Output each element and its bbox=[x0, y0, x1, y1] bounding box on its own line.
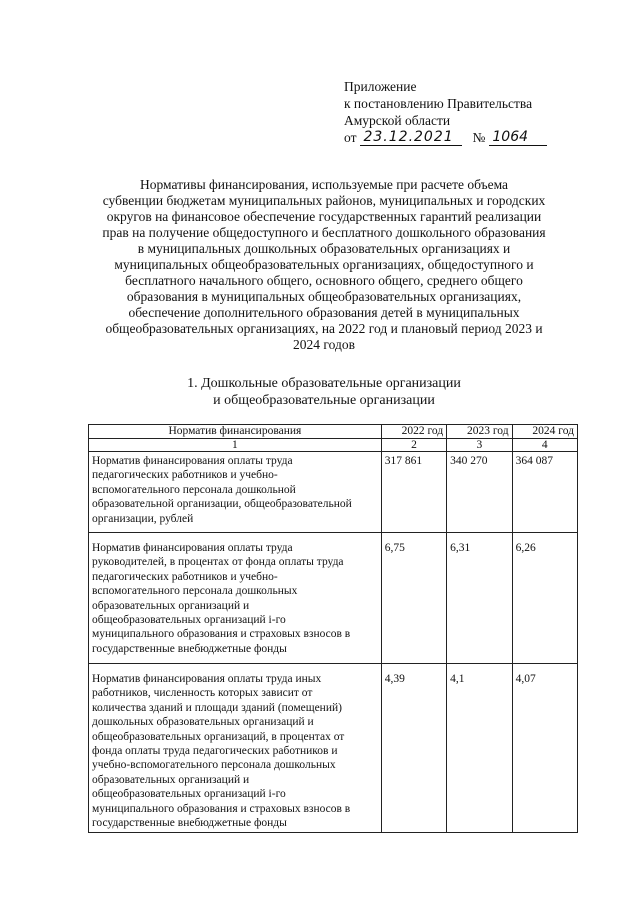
table-row bbox=[89, 664, 578, 833]
norm-line: муниципального образования и страховых взносов в bbox=[92, 628, 351, 641]
header-2023: 2023 год bbox=[447, 425, 512, 439]
norm-line: Норматив финансирования оплаты труда bbox=[92, 455, 293, 467]
table-column-numbers-row bbox=[89, 439, 578, 452]
norm-line: фонда оплаты труда педагогических работников и bbox=[92, 745, 338, 758]
value-2024: 4,07 bbox=[512, 664, 577, 833]
value-2024: 6,26 bbox=[512, 533, 577, 664]
norm-line: дошкольных образовательных организаций и bbox=[92, 716, 314, 729]
norm-line: образовательных организаций и bbox=[92, 599, 250, 612]
column-number: 3 bbox=[447, 439, 512, 452]
document-title bbox=[84, 177, 564, 353]
table-row bbox=[89, 452, 578, 533]
title-line: субвенции бюджетам муниципальных районов, муниципальных и городских bbox=[102, 193, 546, 208]
title-line: в муниципальных дошкольных образовательных организациях и bbox=[137, 241, 511, 256]
norm-line: Норматив финансирования оплаты труда bbox=[92, 542, 293, 554]
column-number: 1 bbox=[89, 439, 382, 452]
norm-description bbox=[89, 664, 382, 833]
norm-line: организации, рублей bbox=[92, 512, 194, 525]
title-line: прав на получение общедоступного и бесплатного дошкольного образования bbox=[102, 225, 546, 240]
header-2024: 2024 год bbox=[512, 425, 577, 439]
norm-line: количества зданий и площади зданий (помещений) bbox=[92, 701, 342, 714]
title-line: Нормативы финансирования, используемые при расчете объема bbox=[139, 177, 509, 192]
title-line: округов на финансовое обеспечение государственных гарантий реализации bbox=[106, 209, 542, 224]
norm-line: педагогических работников и учебно- bbox=[92, 570, 278, 583]
value-2022: 6,75 bbox=[381, 533, 446, 664]
section-heading-line: и общеобразовательные организации bbox=[213, 393, 435, 408]
title-line: 2024 годов bbox=[293, 337, 355, 352]
norm-line: муниципального образования и страховых взносов в bbox=[92, 802, 351, 815]
norm-line: государственные внебюджетные фонды bbox=[92, 642, 287, 655]
norm-line: работников, численность которых зависит от bbox=[92, 687, 313, 700]
value-2022: 317 861 bbox=[381, 452, 446, 533]
norm-line: руководителей, в процентах от фонда оплаты труда bbox=[92, 556, 344, 569]
norm-line: общеобразовательных организаций, в процентах от bbox=[92, 730, 345, 743]
norm-line: педагогических работников и учебно- bbox=[92, 469, 278, 482]
norm-line: образовательных организаций и bbox=[92, 773, 250, 786]
title-line: обеспечение дополнительного образования детей в муниципальных bbox=[128, 305, 520, 320]
title-line: муниципальных общеобразовательных организациях, общедоступного и bbox=[114, 257, 534, 272]
norm-description bbox=[89, 533, 382, 664]
appendix-block bbox=[344, 78, 551, 146]
table-row bbox=[89, 533, 578, 664]
norm-description bbox=[89, 452, 382, 533]
table-header-row bbox=[89, 425, 578, 439]
handwritten-date: 23.12.2021 bbox=[360, 130, 462, 146]
from-label: от bbox=[344, 130, 357, 145]
title-line: бесплатного начального общего, основного общего, среднего общего bbox=[125, 273, 523, 288]
appendix-heading: Приложение bbox=[344, 79, 417, 94]
value-2023: 4,1 bbox=[447, 664, 512, 833]
norm-line: государственные внебюджетные фонды bbox=[92, 817, 287, 830]
value-2024: 364 087 bbox=[512, 452, 577, 533]
norm-line: Норматив финансирования оплаты труда иных bbox=[92, 673, 322, 685]
section-heading bbox=[84, 375, 564, 409]
title-line: общеобразовательных организациях, на 2022 год и плановый период 2023 и bbox=[105, 321, 543, 336]
norm-line: учебно-вспомогательного персонала дошкольных bbox=[92, 759, 336, 772]
column-number: 4 bbox=[512, 439, 577, 452]
appendix-date-number-row bbox=[344, 129, 551, 146]
value-2022: 4,39 bbox=[381, 664, 446, 833]
title-line: образования в муниципальных общеобразовательных организациях, bbox=[126, 289, 522, 304]
norm-line: вспомогательного персонала дошкольной bbox=[92, 483, 296, 496]
value-2023: 340 270 bbox=[447, 452, 512, 533]
header-norm: Норматив финансирования bbox=[89, 425, 382, 439]
norm-line: образовательной организации, общеобразовательной bbox=[92, 498, 352, 511]
norm-line: общеобразовательных организаций i-го bbox=[92, 614, 286, 627]
number-label: № bbox=[472, 130, 486, 145]
norm-line: вспомогательного персонала дошкольных bbox=[92, 585, 298, 598]
financing-norms-table bbox=[88, 424, 578, 833]
appendix-resolution: к постановлению Правительства bbox=[344, 96, 533, 111]
section-heading-line: 1. Дошкольные образовательные организации bbox=[187, 376, 461, 391]
value-2023: 6,31 bbox=[447, 533, 512, 664]
column-number: 2 bbox=[381, 439, 446, 452]
header-2022: 2022 год bbox=[381, 425, 446, 439]
handwritten-number: 1064 bbox=[489, 130, 547, 146]
appendix-region: Амурской области bbox=[344, 113, 451, 128]
norm-line: общеобразовательных организаций i-го bbox=[92, 788, 286, 801]
